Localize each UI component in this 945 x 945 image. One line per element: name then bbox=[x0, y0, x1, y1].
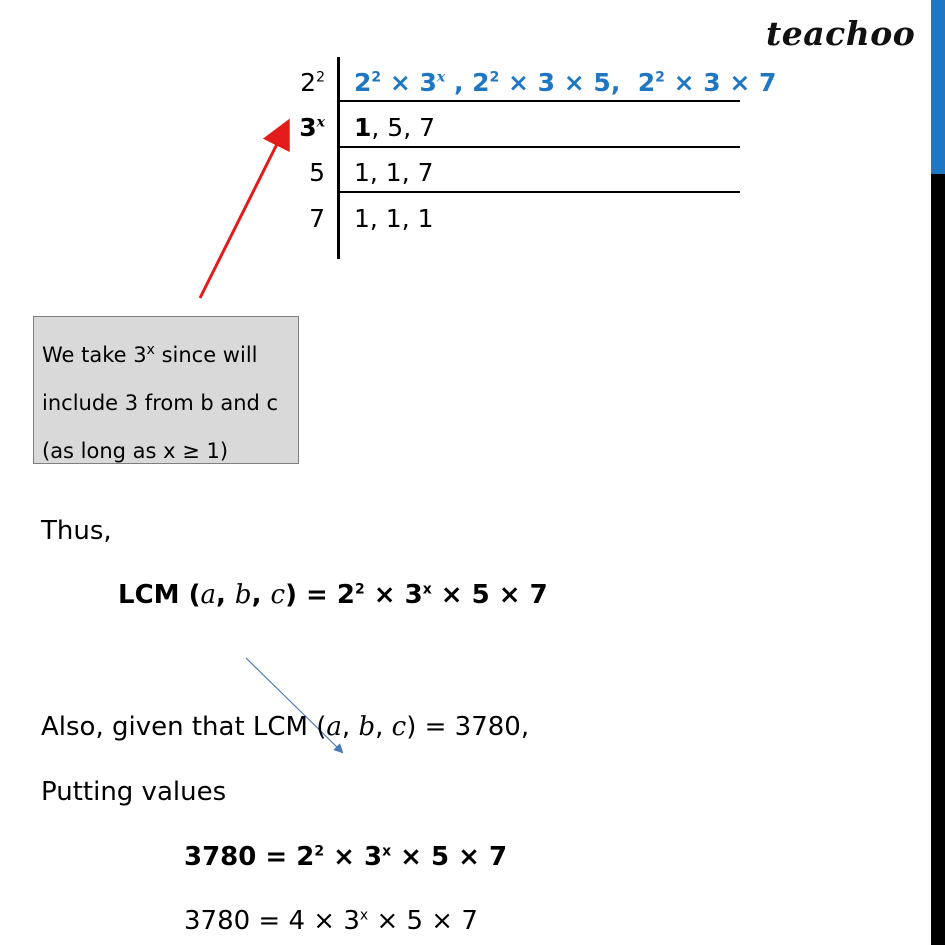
quotient-row-4: 1, 1, 1 bbox=[354, 204, 434, 233]
lcm-equation: LCM (a, b, $c) = 2^2 \times 3^x \times 5 \times 7$ bbox=[118, 580, 548, 610]
red-arrow bbox=[200, 132, 283, 298]
equation-2: $3780 = 4 \times 3^x \times 5 \times 7$ bbox=[184, 906, 478, 936]
thus-text: Thus, bbox=[41, 516, 112, 546]
note-line-2: include 3 from b and c bbox=[42, 391, 279, 415]
equation-1: $3780 = 2^2 \times 3^x \times 5 \times 7$ bbox=[184, 842, 508, 872]
divisor-row-2: 3$^x$ bbox=[299, 113, 325, 142]
quotient-row-3: 1, 1, 7 bbox=[354, 158, 434, 187]
putting-values-text: Putting values bbox=[41, 777, 227, 807]
quotient-row-2: 1, 5, 7 bbox=[354, 113, 436, 142]
divisor-row-1: $2^2$ bbox=[300, 68, 325, 97]
divisor-row-4: 7 bbox=[309, 204, 325, 233]
quotient-row-1: $2^2 \times 3^x$ , $2^2 \times 3 \times 5$, $2^2 \times 3 \times 7$ bbox=[354, 68, 777, 97]
note-line-1: We take 3$^x$ since will bbox=[42, 342, 258, 367]
divisor-row-3: 5 bbox=[309, 158, 325, 187]
teachoo-logo: teachoo bbox=[766, 14, 916, 53]
note-box bbox=[33, 316, 299, 464]
given-text: Also, given that LCM (a, b, c) = 3780, bbox=[41, 712, 530, 742]
note-line-3: (as long as x ≥ 1) bbox=[42, 439, 229, 463]
